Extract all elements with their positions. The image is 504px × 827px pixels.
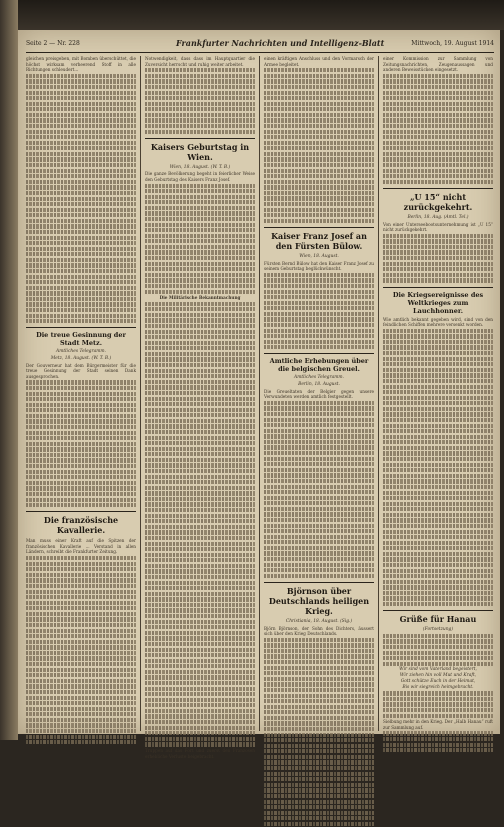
text-block [383, 634, 493, 666]
headline-u15: „U 15“ nicht zurückgekehrt. [403, 191, 473, 212]
text-block [145, 68, 255, 134]
dateline: Wien, 18. August. [299, 253, 339, 259]
column-4 [383, 56, 493, 754]
text-block [383, 691, 493, 718]
article-text: Die Greueltaten der Belgier gegen unsere Verwundeten werden amtlich festgestellt. [264, 388, 374, 400]
article-text: Man muss einer Kraft auf die Spitzen der französischen Kavallerie ... Verstand in allen Ländern, schreibt die Frankfurter Zeitung. [26, 538, 136, 555]
text-block [383, 234, 493, 283]
page-header [26, 38, 494, 53]
text-block [145, 184, 255, 294]
article-text: Wie amtlich bekannt gegeben wird, sind von den feindlichen Schiffen mehrere versenkt worden. [383, 316, 493, 328]
text-block [26, 74, 136, 324]
dateline: Berlin, 18. August. [298, 382, 340, 388]
page-number: Seite 2 — Nr. 228 [26, 40, 80, 47]
article-text: Sielbung mehr in den Krieg. Der „Halb Hanau“ ruft zur Sammlung auf. [383, 719, 493, 730]
article-text: einen kräftigen Anschluss und den Vormarsch der Armee begleitet. [264, 56, 374, 67]
text-block [264, 401, 374, 578]
dateline: Berlin, 18. Aug. (Amtl. Tel.) [407, 214, 469, 220]
headline-geburtstag: Kaisers Geburtstag in Wien. [150, 141, 250, 162]
column-rule [259, 56, 260, 731]
subline: Amtliches Telegramm. [56, 349, 106, 355]
dateline: Metz, 18. August. (W. T. B.) [50, 356, 112, 361]
article-text: gleichen preisgeben, mit Bomben überschüttet, die höchst wirksam verheerend Stoff in alle Richtungen schleudert... [26, 56, 136, 73]
column-rule [378, 56, 379, 731]
headline-metz: Die treue Gesinnung der Stadt Metz. [36, 331, 126, 348]
text-block [383, 329, 493, 607]
headline-buelow: Kaiser Franz Josef an den Fürsten Bülow. [271, 230, 367, 251]
text-block [264, 638, 374, 826]
top-edge [18, 0, 504, 30]
text-block [383, 74, 493, 184]
headline-greuel: Amtliche Erhebungen über die belgischen Greuel. [269, 357, 369, 374]
text-block [264, 273, 374, 350]
page-date: Mittwoch, 19. August 1914 [411, 40, 494, 47]
column-rule [140, 56, 141, 731]
headline-hanau: Grüße für Hanau [399, 614, 477, 625]
article-text: einer Kommission zur Sammlung von Zeitungsnachrichten, Zeugenaussagen und anderen Beweisstücken eingesetzt. [383, 56, 493, 73]
text-block [26, 380, 136, 507]
poem-line: Wir ziehen hin voll Mut und Kraft, [399, 673, 477, 679]
text-block [26, 556, 136, 744]
headline-kriegsereignisse: Die Kriegsereignisse des Weltkrieges zum Lauchhonner. [392, 290, 484, 315]
newspaper-title: Frankfurter Nachrichten und Intelligenz-Blatt [176, 38, 385, 48]
article-text: Die ganze Bevölkerung begeht in feierlicher Weise den Geburtstag des Kaisers Franz Josef. [145, 171, 255, 182]
headline-bjoernson: Björnson über Deutschlands heiligen Krieg. [268, 585, 370, 616]
subline: (Fortsetzung) [422, 627, 454, 633]
dateline: Wien, 18. August. (W. T. B.) [169, 164, 231, 170]
book-binding [0, 0, 18, 740]
text-block [145, 302, 255, 747]
article-text: Von einer Unterseebootsunternehmung ist „U 15“ nicht zurückgekehrt. [383, 221, 493, 233]
dateline: Christiania, 18. August. (Sig.) [285, 618, 353, 624]
poem-line: Bis wir siegreich heimgebracht. [402, 685, 474, 691]
poem-line: Gott schütze Euch in der Heimat, [400, 679, 476, 685]
column-3 [264, 56, 374, 827]
poem [383, 667, 493, 691]
article-text: Der Gouverneur hat dem Bürgermeister für die treue Gesinnung der Stadt seinen Dank ausgesprochen. [26, 362, 136, 379]
article-text: Notwendigkeit, dass dass im Hauptquartier die Zuversicht herrscht und ruhig weiter arbeitet. [145, 56, 255, 67]
article-text: Truppen auf das Fort und zuerst den Franzosen erhebliche Verluste beigebracht. [145, 747, 255, 759]
column-2 [145, 56, 255, 760]
article-text: Fürsten Bernd Bülow hat den Kaiser Franz Josef zu seinem Geburtstag beglückwünscht. [264, 260, 374, 272]
subline: Amtliches Telegramm. [294, 375, 344, 381]
newspaper-page [18, 30, 500, 759]
headline-kavallerie: Die französische Kavallerie. [43, 515, 119, 536]
article-subhead: Die Militärische Bekanntmachung [159, 295, 241, 301]
poem-line: Wir sind vom Vaterland begeistert, [399, 667, 477, 673]
text-block [264, 68, 374, 223]
column-1 [26, 56, 136, 746]
article-text: Björn Björnson, der Sohn des Dichters, äussert sich über den Krieg Deutschlands. [264, 625, 374, 637]
text-block [383, 731, 493, 752]
